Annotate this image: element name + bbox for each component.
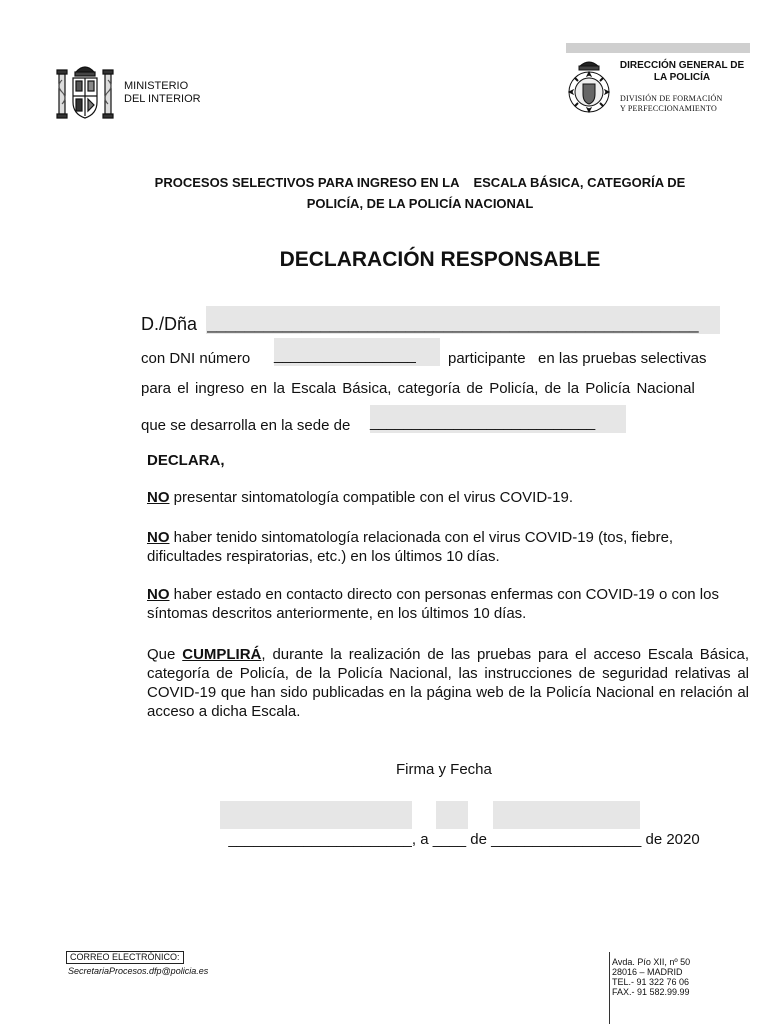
a-text: , a bbox=[411, 831, 429, 848]
email-label: CORREO ELECTRÓNICO: bbox=[66, 951, 184, 964]
directorate-line2: LA POLICÍA bbox=[653, 72, 711, 83]
item-1-text: presentar sintomatología compatible con el virus COVID-19. bbox=[169, 489, 574, 506]
document-title: DECLARACIÓN RESPONSABLE bbox=[279, 248, 601, 271]
division-line1: DIVISIÓN DE FORMACIÓN bbox=[620, 94, 723, 103]
process-title bbox=[140, 172, 700, 214]
participante-text: participante en las pruebas selectivas bbox=[448, 350, 707, 367]
name-underline: ____________________________________________________ bbox=[207, 314, 699, 333]
item-3-lead: NO bbox=[147, 586, 170, 603]
declara-heading: DECLARA, bbox=[147, 452, 225, 469]
ministry-line2: DEL INTERIOR bbox=[124, 93, 201, 105]
address-line-2: 28016 – MADRID bbox=[612, 967, 683, 977]
dni-underline: _________________ bbox=[274, 347, 416, 364]
address-line-1: Avda. Pío XII, nº 50 bbox=[612, 957, 691, 967]
sede-underline: ___________________________ bbox=[370, 414, 596, 431]
ministry-name bbox=[124, 80, 201, 106]
footer-address bbox=[612, 957, 690, 997]
item-2-text: haber tenido sintomatología relacionada con el virus COVID-19 (tos, fiebre, dificultades respiratorias, etc.) en los últimos 10 días. bbox=[147, 529, 674, 565]
email-address: SecretariaProcesos.dfp@policia.es bbox=[68, 966, 209, 976]
compliance-pre: Que bbox=[147, 646, 183, 663]
ministry-line1: MINISTERIO bbox=[124, 80, 189, 92]
declaration-item-2 bbox=[147, 528, 749, 566]
directorate-line1: DIRECCIÓN GENERAL DE bbox=[619, 60, 745, 71]
footer-divider bbox=[609, 952, 610, 1024]
compliance-text: , durante la realización de las pruebas para el acceso Escala Básica, categoría de Policía, de la Policía Nacional, las instrucciones de seguridad relativas al COVID-19 que han sido publicadas en la página web de la Policía Nacional en relación al acceso a dicha Escala. bbox=[147, 646, 749, 720]
division-name bbox=[620, 94, 750, 114]
process-title-line2: POLICÍA, DE LA POLICÍA NACIONAL bbox=[306, 196, 534, 211]
address-line-3: TEL.- 91 322 76 06 bbox=[612, 977, 690, 987]
process-title-line1: PROCESOS SELECTIVOS PARA INGRESO EN LA ESCALA BÁSICA, CATEGORÍA DE bbox=[154, 175, 686, 190]
division-line2: Y PERFECCIONAMIENTO bbox=[620, 104, 717, 113]
de-text: de bbox=[470, 831, 487, 848]
sede-label: que se desarrolla en la sede de bbox=[141, 417, 351, 434]
header-bar bbox=[566, 43, 750, 53]
spain-crest-logo bbox=[54, 58, 116, 131]
declaration-item-1 bbox=[147, 488, 749, 507]
month-underline: __________________ bbox=[491, 831, 642, 848]
item-1-lead: NO bbox=[147, 489, 170, 506]
dni-label: con DNI número bbox=[141, 350, 251, 367]
compliance-paragraph bbox=[147, 645, 749, 721]
year-text: de 2020 bbox=[645, 831, 700, 848]
name-label: D./Dña bbox=[141, 314, 198, 334]
signature-date-line bbox=[220, 814, 700, 848]
place-underline: ______________________ bbox=[228, 831, 412, 848]
item-3-text: haber estado en contacto directo con personas enfermas con COVID-19 o con los síntomas descritos anteriormente, en los últimos 10 días. bbox=[147, 586, 719, 622]
directorate-title bbox=[612, 60, 752, 84]
police-badge-logo bbox=[566, 58, 612, 121]
declaration-item-3 bbox=[147, 585, 749, 623]
compliance-lead: CUMPLIRÁ bbox=[182, 646, 262, 663]
ingreso-text: para el ingreso en la Escala Básica, categoría de Policía, de la Policía Nacional bbox=[141, 380, 695, 397]
signature-label: Firma y Fecha bbox=[396, 761, 492, 778]
day-underline: ____ bbox=[432, 831, 467, 848]
address-line-4: FAX.- 91 582.99.99 bbox=[612, 987, 690, 997]
item-2-lead: NO bbox=[147, 529, 170, 546]
